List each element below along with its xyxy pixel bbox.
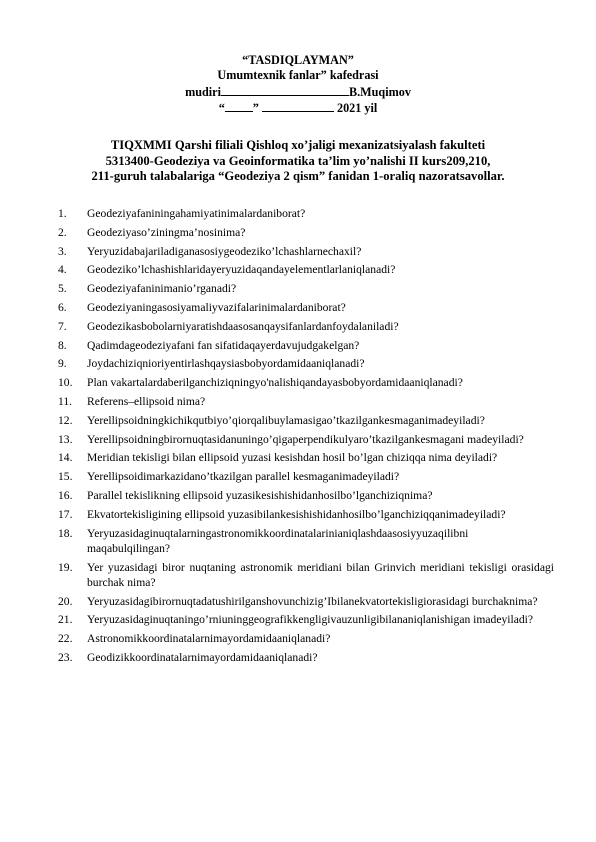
question-text: Yeryuzidabajariladiganasosiygeodeziko’lchashlarnechaxil? xyxy=(87,244,362,258)
question-number: 19. xyxy=(58,560,73,574)
question-item xyxy=(58,262,554,277)
question-number: 6. xyxy=(58,300,67,314)
month-blank xyxy=(262,100,334,112)
department-line: Umumtexnik fanlar” kafedrasi xyxy=(217,68,379,83)
question-number: 14. xyxy=(58,451,73,465)
question-item xyxy=(58,469,554,484)
question-number: 21. xyxy=(58,613,73,627)
question-item xyxy=(58,612,554,627)
question-text: Yerellipsoidningkichikqutbiyo’qiorqalibuylamasigao’tkazilgankesmaganimadeyiladi? xyxy=(87,413,485,427)
question-text: Parallel tekislikning ellipsoid yuzasikesishishidanhosilbo’lganchiziqnima? xyxy=(87,488,433,502)
question-item xyxy=(58,225,554,240)
question-number: 13. xyxy=(58,432,73,446)
question-text: Plan vakartalardaberilganchiziqningyo'nalishiqandayasbobyordamidaaniqlanadi? xyxy=(87,376,463,390)
question-item xyxy=(58,413,554,428)
question-text: Yeryuzasidagibirornuqtadatushirilganshovunchizig’Ibilanekvatortekisligiorasidagi burchaknima? xyxy=(87,594,538,608)
approval-title: “TASDIQLAYMAN” xyxy=(242,53,354,67)
question-number: 1. xyxy=(58,207,67,220)
question-text: Geodeziyaningasosiyamaliyvazifalarinimalardaniborat? xyxy=(87,300,346,314)
head-signature-line xyxy=(0,84,596,100)
question-item xyxy=(58,394,554,409)
question-text: Yerellipsoidimarkazidano’tkazilgan parallel kesmaganimadeyiladi? xyxy=(87,470,400,484)
question-text: Yeryuzasidaginuqtalarningastronomikkoordinatalarinianiqlashdaasosiyyuzaqilibni maqabulqilingan? xyxy=(87,526,469,555)
question-item xyxy=(58,631,554,646)
question-text: Yer yuzasidagi biror nuqtaning astronomik meridiani bilan Grinvich meridiani tekisligi orasidagi burchak nima? xyxy=(87,560,554,589)
question-text: Geodeziyafaniningahamiyatinimalardaniborat? xyxy=(87,207,306,220)
question-text: Geodeziyaso’ziningma’nosinima? xyxy=(87,225,246,239)
question-item xyxy=(58,319,554,334)
question-number: 2. xyxy=(58,225,67,239)
question-text: Joydachiziqnioriyentirlashqaysiasbobyordamidaaniqlanadi? xyxy=(87,357,365,371)
question-number: 7. xyxy=(58,319,67,333)
question-item xyxy=(58,507,554,522)
question-text: Qadimdageodeziyafani fan sifatidaqayerdavujudgakelgan? xyxy=(87,338,360,352)
question-number: 5. xyxy=(58,282,67,296)
question-text: Geodeziyafaninimanio’rganadi? xyxy=(87,282,237,296)
question-list xyxy=(58,206,554,669)
day-blank xyxy=(225,100,253,112)
question-item xyxy=(58,560,554,590)
question-number: 4. xyxy=(58,263,67,277)
title-line: 5313400-Geodeziya va Geoinformatika ta’lim yo’nalishi II kurs209,210, xyxy=(105,153,491,168)
question-item xyxy=(58,206,554,221)
question-item xyxy=(58,281,554,296)
question-number: 22. xyxy=(58,632,73,646)
question-text: Geodezikasbobolarniyaratishdaasosanqaysifanlardanfoydalaniladi? xyxy=(87,319,399,333)
question-number: 17. xyxy=(58,507,73,521)
question-item xyxy=(58,432,554,447)
question-number: 15. xyxy=(58,470,73,484)
head-name: B.Muqimov xyxy=(348,84,411,99)
question-number: 8. xyxy=(58,338,67,352)
question-number: 18. xyxy=(58,526,73,540)
date-open-quote: “ xyxy=(218,101,225,116)
question-item xyxy=(58,450,554,465)
head-prefix: mudiri xyxy=(185,84,221,99)
question-item xyxy=(58,300,554,315)
question-text: Geodizikkoordinatalarnimayordamidaaniqlanadi? xyxy=(87,650,318,664)
question-text: Referens–ellipsoid nima? xyxy=(87,394,206,408)
question-text: Meridian tekisligi bilan ellipsoid yuzasi kesishdan hosil bo’lgan chiziqqa nima deyiladi? xyxy=(87,451,498,465)
question-text: Astronomikkoordinatalarnimayordamidaaniqlanadi? xyxy=(87,632,331,646)
question-item xyxy=(58,356,554,371)
question-item xyxy=(58,526,554,556)
question-number: 3. xyxy=(58,244,67,258)
question-text: Yeryuzasidaginuqtaningo’rniuninggeografikkengligivauzunligibilananiqlanishigan imadeyiladi? xyxy=(87,613,534,627)
date-year: 2021 yil xyxy=(336,101,378,116)
question-item xyxy=(58,244,554,259)
question-number: 16. xyxy=(58,488,73,502)
question-text: Geodeziko’lchashishlaridayeryuzidaqandayelementlarlaniqlanadi? xyxy=(87,263,396,277)
question-text: Ekvatortekisligining ellipsoid yuzasibilankesishishidanhosilbo’lganchiziqqanimadeyiladi? xyxy=(87,507,506,521)
question-number: 10. xyxy=(58,376,73,390)
title-line: TIQXMMI Qarshi filiali Qishloq xo’jaligi mexanizatsiyalash fakulteti xyxy=(110,138,486,152)
question-item xyxy=(58,375,554,390)
signature-blank xyxy=(221,84,349,96)
question-number: 20. xyxy=(58,594,73,608)
document-title xyxy=(40,138,556,185)
date-line xyxy=(0,100,596,116)
question-item xyxy=(58,594,554,609)
question-item xyxy=(58,488,554,503)
approval-block xyxy=(0,53,596,117)
question-item xyxy=(58,650,554,665)
title-line: 211-guruh talabalariga “Geodeziya 2 qism” fanidan 1-oraliq nazoratsavollar. xyxy=(91,169,505,184)
question-number: 11. xyxy=(58,394,73,408)
question-number: 23. xyxy=(58,650,73,664)
question-item xyxy=(58,338,554,353)
question-number: 12. xyxy=(58,413,73,427)
question-text: Yerellipsoidningbirornuqtasidanuningo’qigaperpendikulyaro’tkazilgankesmagani madeyiladi? xyxy=(87,432,524,446)
date-close-quote: ” xyxy=(252,101,259,116)
question-number: 9. xyxy=(58,357,67,371)
